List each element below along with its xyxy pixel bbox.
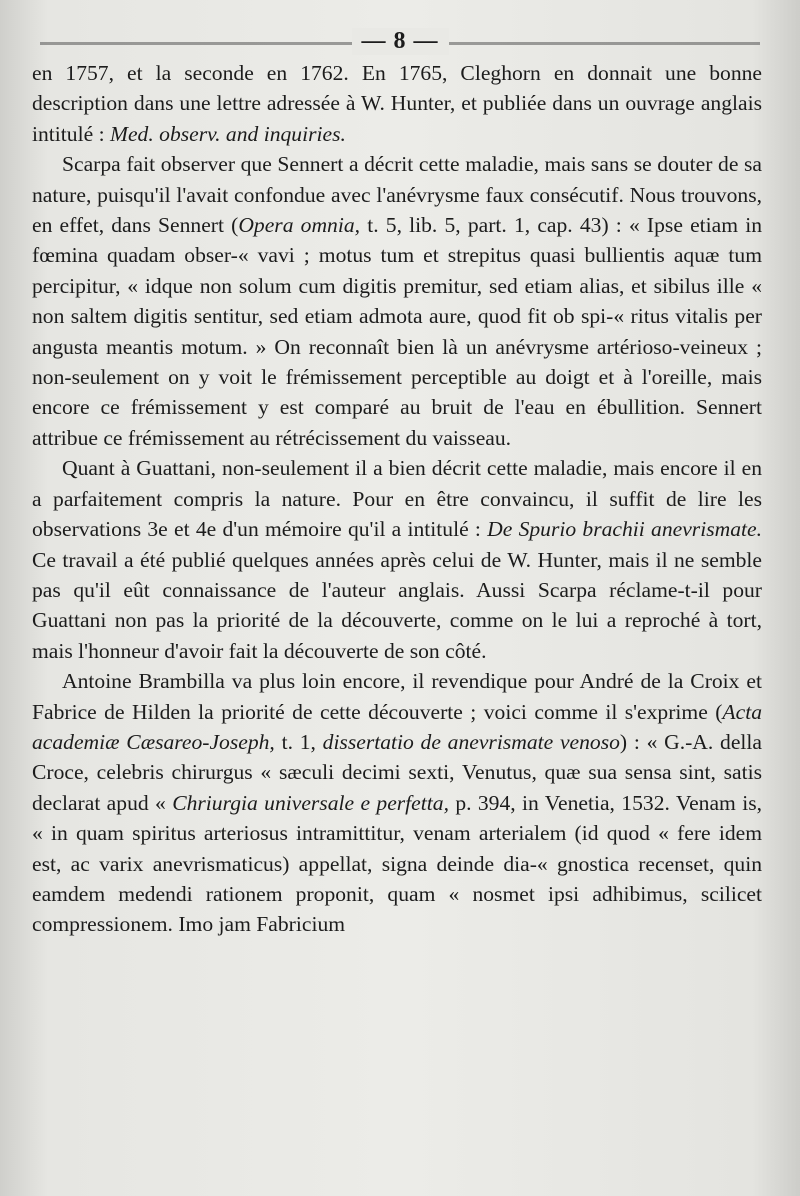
italic-run: Acta academiæ Cæsareo-Joseph, xyxy=(32,699,762,754)
text-run: p. 394, in Venetia, 1532. Venam is, « in quam spiritus arteriosus intramittitur, venam arterialem (id quod « fere idem est, ac varix anevrismaticus) appellat, signa deinde dia-« gnostica recenset, quin eamdem medendi rationem proponit, quam « nosmet ipsi adhibimus, scilicet compressionem. Imo jam Fabricium xyxy=(32,790,762,937)
text-run: ) : « G.-A. della Croce, celebris chirurgus « sæculi decimi sexti, Venutus, quæ sua sensa sint, satis declarat apud « xyxy=(32,729,762,815)
italic-run: dissertatio de anevrismate venoso xyxy=(322,729,620,754)
body-text xyxy=(32,58,762,940)
paragraph xyxy=(32,149,762,453)
italic-run: De Spurio brachii anevrismate. xyxy=(487,517,762,542)
text-run: t. 1, xyxy=(274,729,323,754)
text-run: Antoine Brambilla va plus loin encore, il revendique pour André de la Croix et Fabrice de Hilden la priorité de cette découverte ; voici comme il s'exprime ( xyxy=(32,669,762,724)
text-run: Quant à Guattani, non-seulement il a bien décrit cette maladie, mais encore il en a parfaitement compris la nature. Pour en être convaincu, il suffit de lire les observations 3e et 4e d'un mémoire qu'il a intitulé : xyxy=(32,456,762,542)
page-number: — 8 — xyxy=(352,28,449,55)
italic-run: Opera omnia, xyxy=(238,213,361,238)
paragraph xyxy=(32,666,762,940)
paragraph xyxy=(32,453,762,666)
paragraph xyxy=(32,58,762,149)
text-run: Ce travail a été publié quelques années après celui de W. Hunter, mais il ne semble pas qu'il eût connaissance de l'auteur anglais. Aussi Scarpa réclame-t-il pour Guattani non pas la priorité de la découverte, comme on le lui a reproché à tort, mais l'honneur d'avoir fait la découverte de son côté. xyxy=(32,547,762,663)
italic-run: Chriurgia universale e perfetta, xyxy=(172,790,449,815)
page-header xyxy=(40,26,760,56)
italic-run: Med. observ. and inquiries. xyxy=(109,121,346,146)
text-run: en 1757, et la seconde en 1762. En 1765, Cleghorn en donnait une bonne description dans une lettre adressée à W. Hunter, et publiée dans un ouvrage anglais intitulé : xyxy=(32,61,762,146)
text-run: t. 5, lib. 5, part. 1, cap. 43) : « Ipse etiam in fœmina quadam obser-« vavi ; motus tum et strepitus quasi bullientis aquæ tum percipitur, « idque non solum cum digitis premitur, sed etiam alias, et sibilus ille « non saltem digitis sentitur, sed etiam admota aure, quod fit ob spi-« ritus vitalis per angusta meantis motum. » On reconnaît bien là un anévrysme artérioso-veineux ; non-seulement on y voit le frémissement perceptible au doigt et à l'oreille, mais encore ce frémissement y est comparé au bruit de l'eau en ébullition. Sennert attribue ce frémissement au rétrécissement du vaisseau. xyxy=(32,213,762,450)
text-run: Scarpa fait observer que Sennert a décrit cette maladie, mais sans se douter de sa nature, puisqu'il l'avait confondue avec l'anévrysme faux consécutif. Nous trouvons, en effet, dans Sennert ( xyxy=(32,152,762,238)
